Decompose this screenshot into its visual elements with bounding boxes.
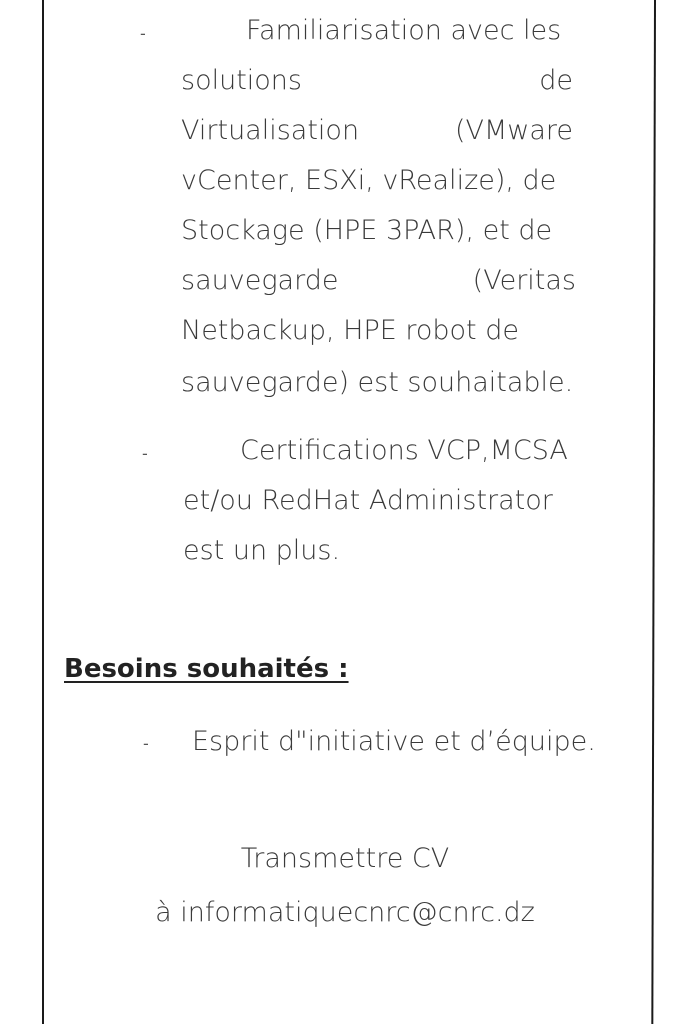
bullet-dash: - — [142, 444, 148, 463]
contact-line-1: Transmettre CV — [240, 843, 450, 874]
requirement-2-line-2: et/ou RedHat Administrator — [183, 485, 553, 516]
requirement-1-line-6: sauvegarde (Veritas — [181, 265, 576, 296]
requirement-1-line-5: Stockage (HPE 3PAR), et de — [181, 215, 553, 246]
requirement-2-line-3: est un plus. — [183, 535, 341, 566]
requirement-1-line-7: Netbackup, HPE robot de — [181, 315, 519, 346]
requirement-1-line-4: vCenter, ESXi, vRealize), de — [181, 165, 557, 196]
bullet-dash: - — [140, 24, 146, 43]
contact-email-line[interactable]: à informatiquecnrc@cnrc.dz — [155, 897, 535, 928]
requirement-1-line-1: Familiarisation avec les — [246, 15, 562, 46]
requirement-1-line-8: sauvegarde) est souhaitable. — [181, 367, 574, 398]
needs-item-1: Esprit d"initiative et d’équipe. — [192, 726, 596, 757]
page-border-right — [651, 0, 656, 1024]
requirement-2-line-1: Certifications VCP,MCSA — [240, 435, 568, 466]
requirement-1-line-2: solutions de — [181, 65, 573, 96]
requirement-1-line-3: Virtualisation (VMware — [181, 115, 573, 146]
bullet-dash: - — [143, 734, 149, 753]
section-heading-needs: Besoins souhaités : — [64, 654, 349, 684]
